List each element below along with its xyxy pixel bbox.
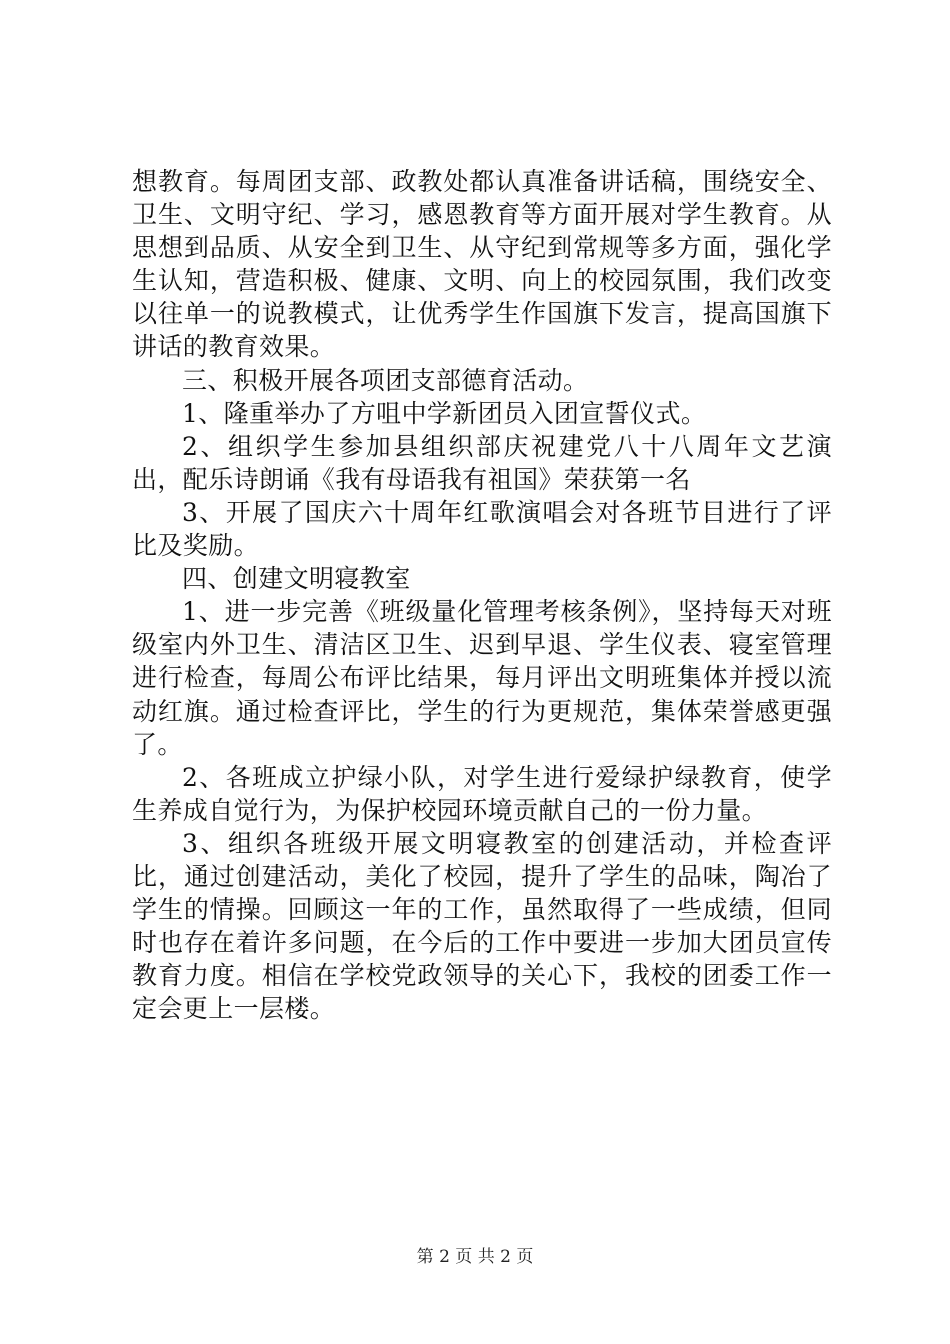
section-heading: 三、积极开展各项团支部德育活动。 xyxy=(182,365,589,395)
paragraph: 2、各班成立护绿小队，对学生进行爱绿护绿教育，使学生养成自觉行为，为保护校园环境贡献自己的一份力量。 xyxy=(132,762,832,825)
paragraph: 想教育。每周团支部、政教处都认真准备讲话稿，围绕安全、卫生、文明守纪、学习，感恩教育等方面开展对学生教育。从思想到品质、从安全到卫生、从守纪到常规等多方面，强化学生认知，营造积极、健康、文明、向上的校园氛围，我们改变以往单一的说教模式，让优秀学生作国旗下发言，提高国旗下讲话的教育效果。 xyxy=(132,167,832,362)
page-footer: 第 2 页 共 2 页 xyxy=(416,1247,534,1267)
document-body xyxy=(132,165,832,1025)
paragraph: 3、组织各班级开展文明寝教室的创建活动，并检查评比，通过创建活动，美化了校园，提升了学生的品味，陶冶了学生的情操。回顾这一年的工作，虽然取得了一些成绩，但同时也存在着许多问题，在今后的工作中要进一步加大团员宣传教育力度。相信在学校党政领导的关心下，我校的团委工作一定会更上一层楼。 xyxy=(132,828,832,1024)
paragraph: 3、开展了国庆六十周年红歌演唱会对各班节目进行了评比及奖励。 xyxy=(132,497,832,561)
paragraph: 2、组织学生参加县组织部庆祝建党八十八周年文艺演出，配乐诗朗诵《我有母语我有祖国》荣获第一名 xyxy=(132,431,832,494)
section-heading: 四、创建文明寝教室 xyxy=(182,564,411,594)
paragraph: 1、隆重举办了方咀中学新团员入团宣誓仪式。 xyxy=(182,398,707,428)
paragraph: 1、进一步完善《班级量化管理考核条例》，坚持每天对班级室内外卫生、清洁区卫生、迟到早退、学生仪表、寝室管理进行检查，每周公布评比结果，每月评出文明班集体并授以流动红旗。通过检查评比，学生的行为更规范，集体荣誉感更强了。 xyxy=(132,597,832,759)
